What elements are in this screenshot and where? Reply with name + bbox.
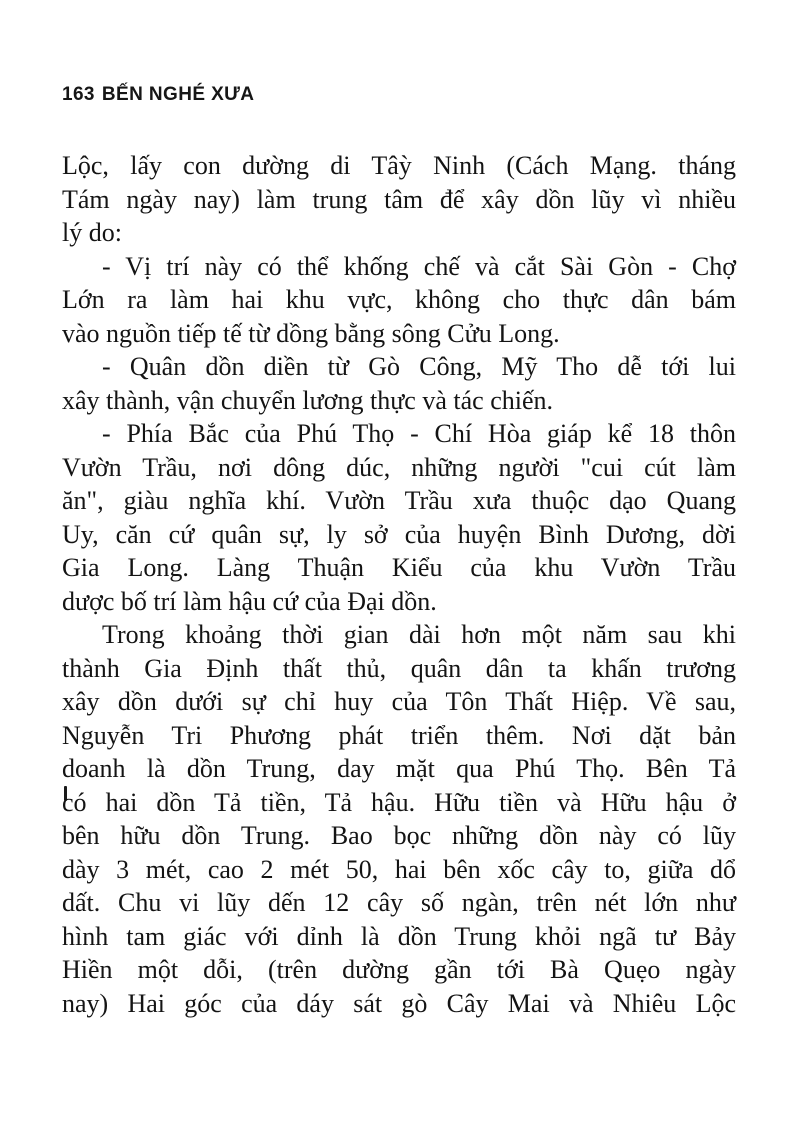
text-line: - Vị trí này có thể khống chế và cắt Sài Gòn - Chợ — [102, 251, 736, 281]
text-line: xây dồn dưới sự chỉ huy của Tôn Thất Hiệp. Về sau, — [62, 687, 736, 716]
text-line: thành Gia Định thất thủ, quân dân ta khấn trương — [62, 653, 736, 683]
text-line: Hiền một dỗi, (trên dường gần tới Bà Quẹo ngày — [62, 955, 736, 984]
text-line: Tám ngày nay) làm trung tâm để xây dồn lũy vì nhiều — [62, 184, 736, 214]
text-line: Lớn ra làm hai khu vực, không cho thực dân bám — [62, 285, 736, 314]
text-line: Lộc, lấy con dường di Tâỳ Ninh (Cách Mạng. tháng — [62, 151, 736, 180]
paragraph — [62, 250, 736, 351]
text-line: có hai dồn Tả tiền, Tả hậu. Hữu tiền và Hữu hậu ở — [62, 787, 736, 817]
text-line: doanh là dồn Trung, day mặt qua Phú Thọ. Bên Tả — [62, 754, 736, 783]
text-line: Vườn Trầu, nơi dông dúc, những người "cui cút làm — [62, 452, 736, 482]
text-line: vào nguồn tiếp tế từ dồng bằng sông Cửu Long. — [62, 318, 560, 348]
text-line: nay) Hai góc của dáy sát gò Cây Mai và Nhiêu Lộc — [62, 988, 736, 1018]
text-line: hình tam giác với dỉnh là dồn Trung khỏi ngã tư Bảy — [62, 921, 736, 951]
book-title: BẾN NGHÉ XƯA — [101, 84, 255, 105]
text-line: ăn", giàu nghĩa khí. Vườn Trầu xưa thuộc dạo Quang — [62, 486, 736, 515]
text-line: Uy, căn cứ quân sự, ly sở của huyện Bình Dương, dời — [62, 519, 736, 549]
paragraph — [62, 417, 736, 618]
text-line: Nguyễn Tri Phương phát triển thêm. Nơi dặt bản — [62, 720, 736, 750]
text-block — [62, 149, 736, 1020]
page-number: 163 — [62, 84, 95, 105]
running-header — [62, 84, 254, 106]
text-line: bên hữu dồn Trung. Bao bọc những dồn này có lũy — [62, 821, 736, 850]
paragraph — [62, 618, 736, 1020]
text-line: dất. Chu vi lũy dến 12 cây số ngàn, trên nét lớn như — [62, 888, 736, 917]
text-line: - Phía Bắc của Phú Thọ - Chí Hòa giáp kể 18 thôn — [102, 419, 736, 448]
text-line: dược bố trí làm hậu cứ của Đại dồn. — [62, 586, 437, 616]
text-line: dày 3 mét, cao 2 mét 50, hai bên xốc cây to, giữa dổ — [62, 854, 736, 884]
text-line: lý do: — [62, 218, 122, 247]
paragraph — [62, 149, 736, 250]
paragraph — [62, 350, 736, 417]
text-line: xây thành, vận chuyển lương thực và tác chiến. — [62, 385, 553, 415]
text-line: Trong khoảng thời gian dài hơn một năm sau khi — [102, 620, 736, 649]
text-line: - Quân dồn diền từ Gò Công, Mỹ Tho dễ tới lui — [102, 352, 736, 381]
text-line: Gia Long. Làng Thuận Kiểu của khu Vườn Trầu — [62, 553, 736, 582]
